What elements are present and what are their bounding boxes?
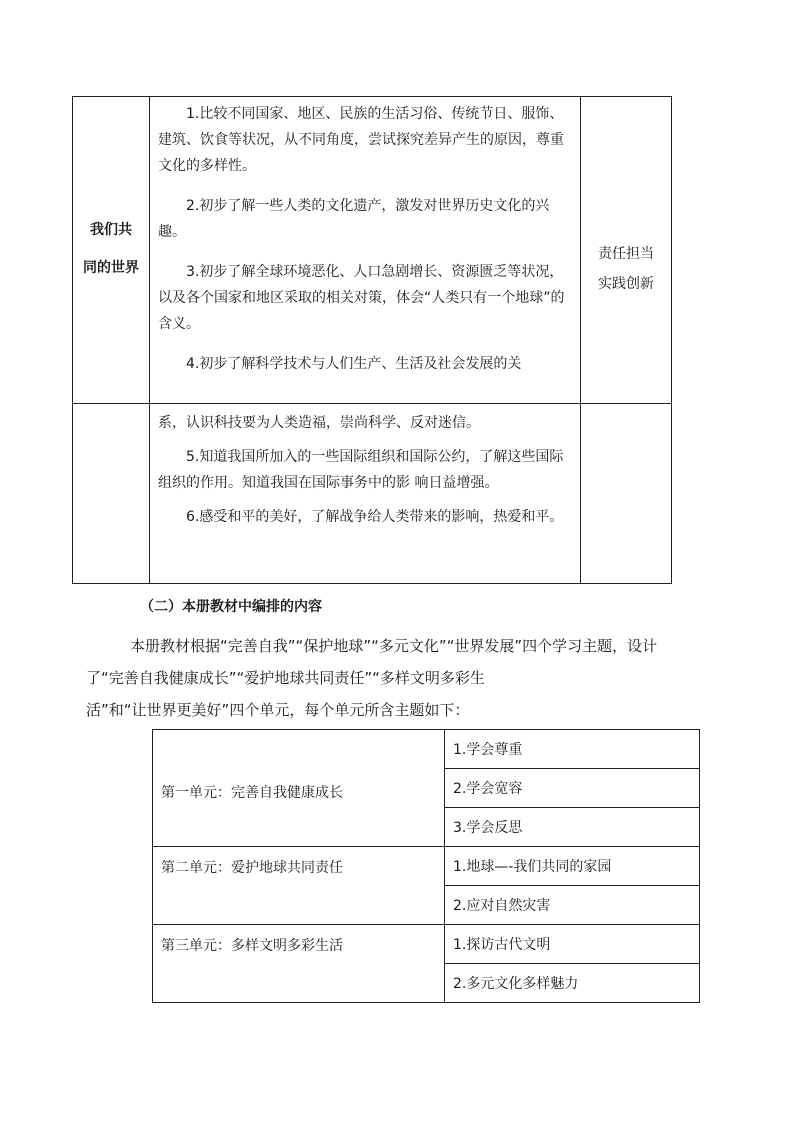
core-line-2: 实践创新 <box>598 276 654 292</box>
topic-line-2: 同的世界 <box>83 260 139 276</box>
intro-paragraph <box>86 630 672 726</box>
requirement-paragraph: 2.初步了解一些人类的文化遗产，激发对世界历史文化的兴趣。 <box>158 198 550 240</box>
requirement-paragraph: 1.比较不同国家、地区、民族的生活习俗、传统节日、服饰、建筑、饮食等状况，从不同角度，尝试探究差异产生的原因，尊重文化的多样性。 <box>158 106 564 174</box>
unit-label: 第三单元：多样文明多彩生活 <box>161 938 343 954</box>
section-title: （二）本册教材中编排的内容 <box>140 599 322 615</box>
lesson-cell: 1.探访古代文明 <box>445 925 700 964</box>
requirement-paragraph: 3.初步了解全球环境恶化、人口急剧增长、资源匮乏等状况，以及各个国家和地区采取的相关对策，体会“人类只有一个地球”的含义。 <box>158 264 565 332</box>
unit-label: 第二单元：爱护地球共同责任 <box>161 860 343 876</box>
requirements-cell <box>150 97 581 404</box>
lesson-cell: 3.学会反思 <box>445 808 700 847</box>
requirement-paragraph: 5.知道我国所加入的一些国际组织和国际公约，了解这些国际组织的作用。知道我国在国际事务中的影 响日益增强。 <box>158 449 564 491</box>
lesson-cell: 1.地球—-我们共同的家园 <box>445 847 700 886</box>
unit-label: 第一单元：完善自我健康成长 <box>161 785 343 801</box>
table-row <box>73 404 672 584</box>
core-line-1: 责任担当 <box>598 246 654 262</box>
requirements-cell <box>150 404 581 584</box>
lesson-cell: 2.应对自然灾害 <box>445 886 700 925</box>
requirement-paragraph: 系，认识科技要为人类造福，崇尚科学、反对迷信。 <box>158 415 480 431</box>
intro-line-2: 活”和“让世界更美好”四个单元，每个单元所含主题如下： <box>86 701 470 719</box>
table-row <box>73 97 672 404</box>
unit-cell <box>153 730 445 847</box>
empty-cell <box>73 404 150 584</box>
curriculum-standards-table <box>72 96 672 584</box>
requirement-paragraph: 6.感受和平的美好，了解战争给人类带来的影响，热爱和平。 <box>186 509 564 525</box>
table-row <box>153 925 700 964</box>
topic-label <box>73 211 149 287</box>
table-row <box>153 847 700 886</box>
topic-cell <box>73 97 150 404</box>
requirement-paragraph: 4.初步了解科学技术与人们生产、生活及社会发展的关 <box>186 356 522 372</box>
unit-cell <box>153 847 445 925</box>
core-literacy-cell <box>581 97 672 404</box>
empty-cell <box>581 404 672 584</box>
lesson-cell: 1.学会尊重 <box>445 730 700 769</box>
lesson-cell: 2.多元文化多样魅力 <box>445 964 700 1003</box>
topic-line-1: 我们共 <box>90 222 132 238</box>
table-row <box>153 730 700 769</box>
intro-line-1: 本册教材根据“完善自我”“保护地球”“多元文化”“世界发展”四个学习主题，设计了“完善自我健康成长”“爱护地球共同责任”“多样文明多彩生 <box>86 637 658 687</box>
units-table <box>152 729 700 1003</box>
lesson-cell: 2.学会宽容 <box>445 769 700 808</box>
unit-cell <box>153 925 445 1003</box>
